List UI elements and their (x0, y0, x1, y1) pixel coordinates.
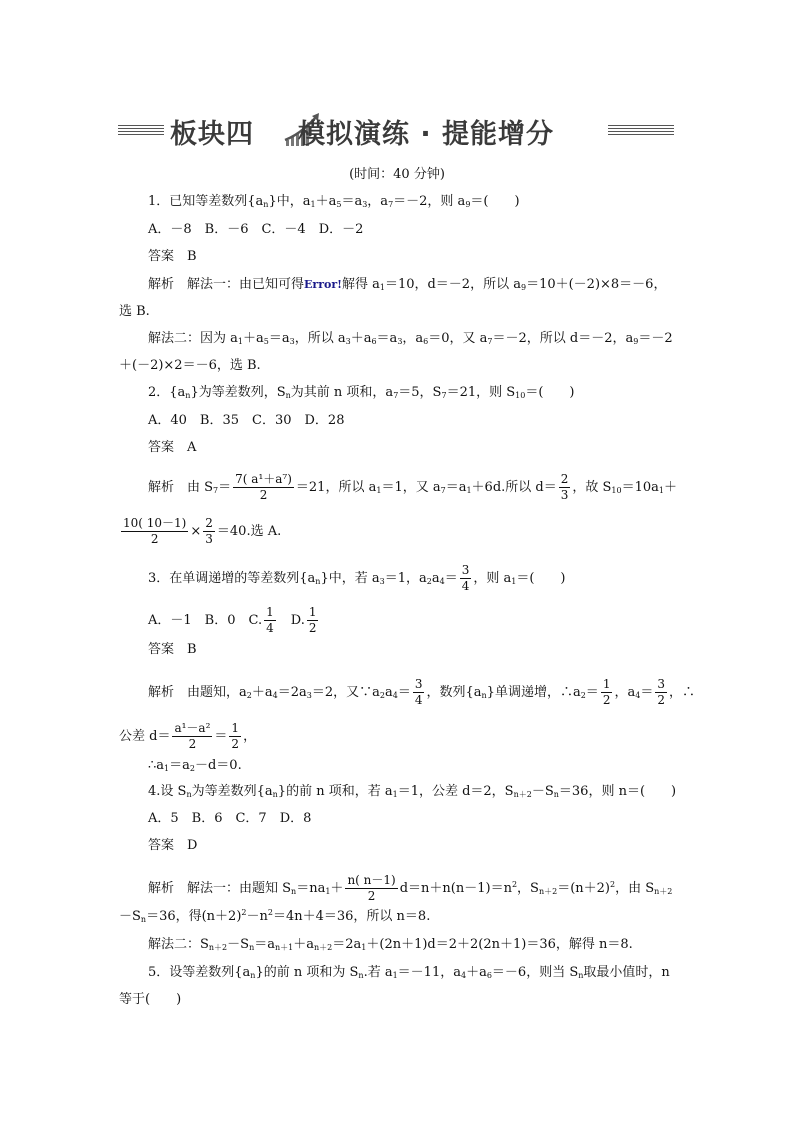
question-1-solution-2: 解法二：因为 $a_1+a_5=a_3$，所以 $a_3+a_6=a_3$，$a_6=0$，又 $a_7=-2$，所以 d＝－2，$a_9=-2$ (148, 331, 673, 346)
fraction: $\frac{1}{2}$ (308, 605, 317, 635)
section-banner (118, 108, 674, 152)
fraction: $\frac{1}{4}$ (266, 605, 274, 635)
question-5-cont: 等于( ) (119, 992, 182, 1007)
fraction: $\frac{n( n-1)}{2}$ (347, 873, 396, 903)
question-2-answer: 答案 A (148, 440, 197, 455)
question-2-solution-cont: $\frac{10( 10-1)}{2}$ × $\frac{2}{3}$ ＝40.选 A. (123, 516, 282, 546)
question-1: 1．已知等差数列$\{a_n\}$中，$a_1+a_5=a_3$，$a_7=-2$，则 $a_9=$( ) (148, 194, 520, 209)
question-1-solution-1: 解析 解法一：由已知可得Error!解得 $a_1=10$，d＝－2，所以 $a_9=10+(-2)\times 8=-6$， (148, 277, 667, 292)
fraction: $\frac{\text{7( a¹＋a⁷)}}{2}$ (235, 472, 292, 502)
fraction: $\frac{10( 10-1)}{2}$ (123, 516, 187, 546)
question-2: 2．$\{a_n\}$为等差数列，$S_n$为其前 n 项和，$a_7=5$，$S_7=21$，则 $S_{10}=$( ) (148, 385, 575, 400)
question-5: 5．设等差数列$\{a_n\}$的前 n 项和为 $S_n$.若 $a_1=-11$，$a_4+a_6=-6$，则当 $S_n$取最小值时，n (148, 965, 670, 980)
question-1-solution-2-cont: ＋(－2)×2＝－6，选 B. (119, 358, 261, 373)
question-4: 4.设 $S_n$为等差数列$\{a_n\}$的前 n 项和，若 $a_1=1$，公差 d＝2，$S_{n+2}-S_n=36$，则 n＝( ) (148, 784, 677, 799)
time-note: (时间：40 分钟) (349, 167, 445, 182)
question-1-solution-1-cont: 选 B. (119, 304, 150, 319)
fraction: $\frac{\text{a¹－a²}}{2}$ (174, 721, 211, 751)
question-2-solution: 解析 由 $S_7=$ $\frac{\text{7( a¹＋a⁷)}}{2}$ ＝21，所以 $a_1=1$，又 $a_7=a_1+6d$.所以 d＝ $\frac{2}{3}$ ，故 $S_{10}=10a_1+$ (148, 472, 678, 502)
fraction: $\frac{3}{4}$ (414, 677, 423, 707)
banner-title: 模拟演练 · 提能增分 (298, 119, 555, 150)
question-4-solution-2: 解法二：$S_{n+2}-S_n=a_{n+1}+a_{n+2}=2a_1+(2n+1)d=2+2(2n+1)=36$，解得 n＝8. (148, 937, 633, 952)
fraction: $\frac{3}{4}$ (461, 563, 470, 593)
question-3: 3．在单调递增的等差数列$\{a_n\}$中，若 $a_3=1$，$a_2a_4=$ $\frac{3}{4}$ ，则 $a_1=$( ) (148, 563, 566, 593)
fraction: $\frac{3}{2}$ (657, 677, 665, 707)
question-3-solution: 解析 由题知，$a_2+a_4=2a_3=2$，又$\because a_2a_4=$ $\frac{3}{4}$ ，数列$\{a_n\}$单调递增，$\therefore a_2=$ $\frac{1}{2}$ ，$a_4=$ $\frac{3}{2}$ ，∴ (148, 677, 695, 707)
fraction: $\frac{2}{3}$ (560, 472, 569, 502)
question-4-options: A．5 B．6 C．7 D．8 (148, 811, 312, 826)
question-4-solution-1-cont: $-S_n=36$，得$(n+2)^2-n^2=4n+4=36$，所以 n＝8. (119, 908, 431, 924)
fraction: $\frac{1}{2}$ (602, 677, 611, 707)
fraction: $\frac{2}{3}$ (205, 516, 213, 546)
banner-part-label: 板块四 (170, 119, 254, 150)
question-3-solution-end: $\therefore a_1=a_2-d=0$. (148, 758, 242, 773)
banner-stripe-right (608, 125, 674, 135)
question-3-options: A．－1 B．0 C. $\frac{1}{4}$ D. $\frac{1}{2}$ (148, 605, 317, 635)
question-2-options: A．40 B．35 C．30 D．28 (148, 413, 345, 428)
question-1-options: A．－8 B．－6 C．－4 D．－2 (148, 222, 364, 237)
question-3-solution-cont: 公差 d＝ $\frac{\text{a¹－a²}}{2}$ ＝ $\frac{1}{2}$ ， (119, 721, 257, 751)
fraction: $\frac{1}{2}$ (231, 721, 240, 751)
question-4-answer: 答案 D (148, 838, 198, 853)
question-1-answer: 答案 B (148, 249, 197, 264)
question-4-solution-1: 解析 解法一：由题知 $S_n=na_1+$ $\frac{n( n-1)}{2}$ $d=n+n(n-1)=n^2$，$S_{n+2}=(n+2)^2$，由 $S_{n+2}$ (148, 873, 673, 903)
error-marker: Error! (304, 278, 342, 291)
banner-stripe-left (118, 125, 164, 135)
question-3-answer: 答案 B (148, 642, 197, 657)
